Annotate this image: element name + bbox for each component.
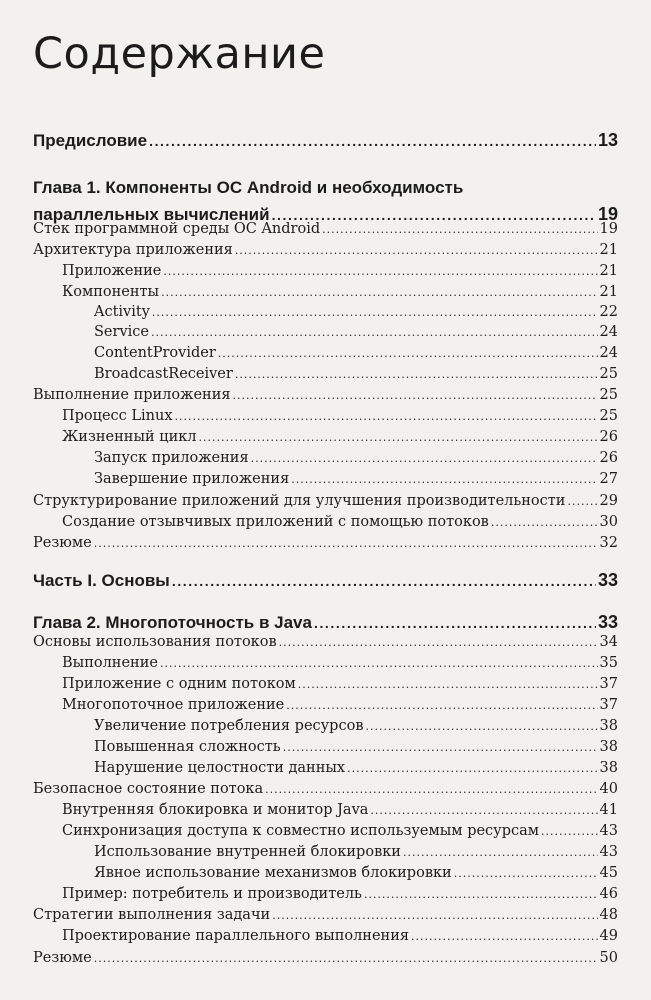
toc-entry-title: Внутренняя блокировка и монитор Java [62,802,369,818]
dot-leader [491,513,598,533]
toc-entry[interactable] [62,884,618,904]
toc-entry-title: Нарушение целостности данных [94,760,346,776]
toc-page-number: 32 [599,535,618,551]
dot-leader [163,262,597,282]
toc-entry[interactable] [33,128,618,153]
toc-page-number: 38 [599,739,618,755]
dot-leader [286,696,597,716]
toc-entry-title: Activity [94,304,150,320]
toc-page-number: 41 [599,802,618,818]
dot-leader [175,407,598,427]
toc-heading-line: Глава 1. Компоненты ОС Android и необходимость [33,178,464,197]
toc-entry[interactable] [94,863,618,883]
toc-entry-title: Явное использование механизмов блокировки [94,865,452,881]
toc-entry-title: Предисловие [33,131,148,150]
toc-page-number: 43 [599,823,618,839]
toc-entry-title: Увеличение потребления ресурсов [94,718,364,734]
dot-leader [347,759,597,779]
toc-entry[interactable] [33,779,618,799]
toc-page-number: 37 [599,697,618,713]
toc-entry-title: ContentProvider [94,345,216,361]
toc-page-number: 38 [599,718,618,734]
toc-page-number: 21 [599,242,618,258]
toc-page-number: 21 [599,263,618,279]
toc-entry-title: Завершение приложения [94,471,290,487]
toc-entry-title: Жизненный цикл [62,429,197,445]
toc-entry-title: Основы использования потоков [33,634,277,650]
toc-entry[interactable] [94,758,618,778]
dot-leader [151,323,598,343]
toc-entry[interactable] [62,282,618,302]
toc-entry[interactable] [33,533,618,553]
toc-entry-title: Стратегии выполнения задачи [33,907,271,923]
dot-leader [541,822,598,842]
toc-entry-title: Запуск приложения [94,450,249,466]
toc-entry[interactable] [62,261,618,281]
toc-page-number: 34 [599,634,618,650]
toc-page-number: 49 [599,928,618,944]
dot-leader [235,241,598,261]
dot-leader [235,365,598,385]
toc-entry[interactable] [94,364,618,384]
dot-leader [279,633,598,653]
toc-entry-title: Пример: потребитель и производитель [62,886,362,902]
dot-leader [403,843,598,863]
dot-leader [160,654,598,674]
toc-page-number: 21 [599,284,618,300]
toc-entry-title: Приложение с одним потоком [62,676,296,692]
toc-entry[interactable] [62,926,618,946]
dot-leader [172,569,596,593]
toc-entry[interactable] [62,406,618,426]
toc-page-number: 27 [599,471,618,487]
toc-page-number: 25 [599,387,618,403]
toc-entry[interactable] [62,695,618,715]
toc-entry[interactable] [94,716,618,736]
dot-leader [272,906,597,926]
toc-entry-title: Приложение [62,263,162,279]
toc-entry-title: Глава 2. Многопоточность в Java [33,613,312,632]
toc-entry[interactable] [33,568,618,593]
toc-page-number: 26 [599,450,618,466]
toc-entry[interactable] [94,469,618,489]
toc-entry[interactable] [62,427,618,447]
toc-entry[interactable] [94,302,618,322]
toc-entry[interactable] [62,800,618,820]
toc-entry-title: Проектирование параллельного выполнения [62,928,410,944]
toc-page-number: 35 [599,655,618,671]
toc-page-number: 45 [599,865,618,881]
toc-entry-title: Часть I. Основы [33,571,170,590]
dot-leader [94,949,598,969]
toc-entry[interactable] [33,219,618,239]
dot-leader [291,470,597,490]
toc-page-number: 19 [599,221,618,237]
toc-entry-title: Компоненты [62,284,160,300]
toc-page-number: 26 [599,429,618,445]
dot-leader [251,449,598,469]
toc-entry-title: Резюме [33,535,92,551]
toc-entry[interactable] [94,343,618,363]
toc-entry[interactable] [62,821,618,841]
toc-entry-title: BroadcastReceiver [94,366,233,382]
toc-page-number: 25 [599,366,618,382]
toc-page-number: 25 [599,408,618,424]
toc-page-number: 38 [599,760,618,776]
toc-page-number: 13 [597,130,618,150]
toc-page-number: 22 [599,304,618,320]
toc-entry[interactable] [94,842,618,862]
dot-leader [454,864,598,884]
dot-leader [283,738,598,758]
toc-page-number: 29 [599,493,618,509]
toc-entry-title: Создание отзывчивых приложений с помощью потоков [62,514,489,530]
dot-leader [298,675,598,695]
toc-page-number: 37 [599,676,618,692]
toc-entry[interactable] [94,737,618,757]
toc-page-number: 43 [599,844,618,860]
dot-leader [265,780,597,800]
toc-page-number: 19 [597,204,618,224]
toc-entry-title: Архитектура приложения [33,242,233,258]
toc-entry-title: Выполнение [62,655,158,671]
dot-leader [567,492,597,512]
toc-page-number: 40 [599,781,618,797]
toc-entry[interactable] [62,512,618,532]
toc-entry-title: Резюме [33,950,92,966]
toc-entry[interactable] [33,905,618,925]
toc-entry[interactable] [33,948,618,968]
dot-leader [218,344,598,364]
dot-leader [199,428,598,448]
dot-leader [94,534,598,554]
toc-entry[interactable] [33,491,618,511]
toc-entry-title: Service [94,324,149,340]
dot-leader [161,283,597,303]
toc-page-number: 24 [599,324,618,340]
toc-entry-title: Повышенная сложность [94,739,281,755]
toc-page-number: 48 [599,907,618,923]
toc-entry-title: параллельных вычислений [33,205,270,224]
toc-entry-title: Многопоточное приложение [62,697,285,713]
dot-leader [152,303,598,323]
toc-entry[interactable] [62,674,618,694]
dot-leader [322,220,597,240]
toc-entry-title: Стек программной среды ОС Android [33,221,321,237]
toc-entry-title: Безопасное состояние потока [33,781,264,797]
toc-entry[interactable] [33,385,618,405]
toc-entry[interactable] [94,448,618,468]
page-title: Содержание [33,29,326,79]
dot-leader [364,885,598,905]
toc-entry[interactable] [33,240,618,260]
toc-entry[interactable] [62,653,618,673]
toc-entry-title: Использование внутренней блокировки [94,844,401,860]
toc-entry[interactable] [33,632,618,652]
toc-page-number: 30 [599,514,618,530]
toc-entry-title: Структурирование приложений для улучшения производительности [33,493,566,509]
dot-leader [411,927,598,947]
toc-entry-title: Синхронизация доступа к совместно используемым ресурсам [62,823,540,839]
dot-leader [149,129,596,153]
toc-page-number: 46 [599,886,618,902]
toc-page-number: 33 [597,612,618,632]
toc-page-number: 24 [599,345,618,361]
toc-page-number: 50 [599,950,618,966]
toc-page-number: 33 [597,570,618,590]
dot-leader [233,386,598,406]
toc-entry-title: Выполнение приложения [33,387,231,403]
toc-entry-title: Процесс Linux [62,408,173,424]
dot-leader [370,801,597,821]
dot-leader [365,717,597,737]
toc-entry[interactable] [94,322,618,342]
